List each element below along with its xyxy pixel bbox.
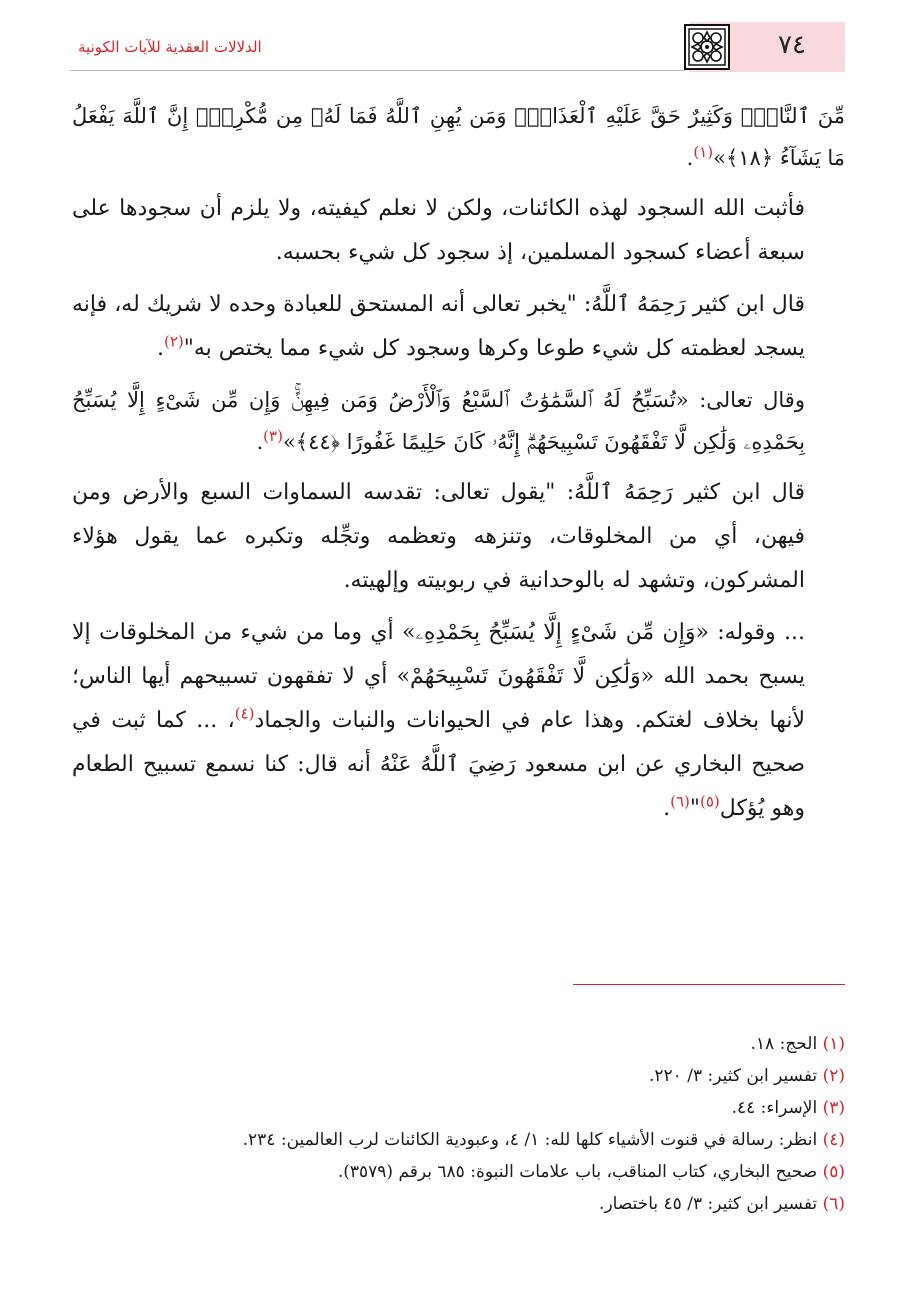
period: . [256,430,264,454]
ibn-kathir-quote: قال ابن كثير رَحِمَهُ ٱللَّهُ: "يخبر تعالى أنه المستحق للعبادة وحده لا شريك له، فإنه يسجد لعظمته كل شيء طوعا وكرها وسجود كل شيء مما يختص به" [72,292,805,361]
paragraph: قال ابن كثير رَحِمَهُ ٱللَّهُ: "يقول تعالى: تقدسه السماوات السبع والأرض ومن فيهن، أي من المخلوقات، وتنزهه وتعظمه وتجِّله وتكبره عما يقول هؤلاء المشركون، وتشهد له بالوحدانية في ربوبيته وإلهيته. [72,480,805,593]
ornament-icon [684,24,730,70]
paragraph: فأثبت الله السجود لهذه الكائنات، ولكن لا نعلم كيفيته، ولا يلزم أن سجودها على سبعة أعضاء كسجود المسلمين، إذ سجود كل شيء بحسبه. [72,196,805,265]
verse-text: مِّنَ ٱلنَّاسِۖ وَكَثِيرٌ حَقَّ عَلَيْهِ ٱلْعَذَابُۗ وَمَن يُهِنِ ٱللَّهُ فَمَا لَهُۥ مِن مُّكْرِمٍۚ إِنَّ ٱللَّهَ يَفْعَلُ مَا يَشَآءُ ﴿١٨﴾» [72,104,845,170]
header-rule [70,70,685,71]
commentary-text: ... وقوله: «وَإِن مِّن شَىْءٍ إِلَّا يُسَبِّحُ بِحَمْدِهِۦ» أي وما من شيء من المخلوقات إلا يسبح بحمد الله «وَلَٰكِن لَّا تَفْقَهُونَ تَسْبِيحَهُمْ» أي لا تفقهون تسبيحهم أيها الناس؛ لأنها بخلاف لغتكم. وهذا عام في الحيوانات والنبات والجماد [72,620,805,733]
period: . [663,796,671,821]
footnote-item [75,1188,845,1220]
footnote-ref: (٦) [670,792,690,811]
paragraph [72,283,845,371]
quote-mark: " [689,796,700,821]
quran-verse-continuation [72,95,845,179]
footnote-ref: (١) [693,143,714,161]
footnote-item [75,1092,845,1124]
footnote-text: الإسراء: ٤٤. [731,1098,818,1118]
footnote-item [75,1156,845,1188]
footnote-number: (٤) [822,1130,845,1150]
paragraph [72,379,845,463]
page-header [70,22,845,72]
footnote-text: تفسير ابن كثير: ٣/ ٤٥ باختصار. [599,1194,818,1214]
footnote-number: (٦) [822,1194,845,1214]
footnote-number: (١) [822,1034,845,1054]
commentary-text: ، ... كما ثبت في صحيح البخاري عن ابن مسعود رَضِيَ ٱللَّهُ عَنْهُ أنه قال: كنا نسمع تسبيح الطعام وهو يُؤكل [72,708,805,821]
period: . [686,146,694,170]
footnote-ref: (٢) [163,332,184,351]
footnote-item [75,1028,845,1060]
footnote-ref: (٥) [700,792,720,811]
page-body [72,95,845,839]
footnote-ref: (٤) [234,704,255,723]
footnote-text: صحيح البخاري، كتاب المناقب، باب علامات النبوة: ٦٨٥ برقم (٣٥٧٩). [337,1162,818,1182]
footnotes [75,1028,845,1220]
footnote-number: (٣) [822,1098,845,1118]
running-title: الدلالات العقدية للآيات الكونية [78,38,262,56]
verse-text: وقال تعالى: «تُسَبِّحُ لَهُ ٱلسَّمَٰوَٰتُ ٱلسَّبْعُ وَٱلْأَرْضُ وَمَن فِيهِنَّۚ وَإِن مِّن شَىْءٍ إِلَّا يُسَبِّحُ بِحَمْدِهِۦ وَلَٰكِن لَّا تَفْقَهُونَ تَسْبِيحَهُمْۗ إِنَّهُۥ كَانَ حَلِيمًا غَفُورًا ﴿٤٤﴾» [72,388,805,454]
period: . [156,336,164,361]
footnote-number: (٢) [822,1066,845,1086]
footnote-number: (٥) [822,1162,845,1182]
page-number: ٧٤ [778,30,806,60]
footnote-text: الحج: ١٨. [750,1034,818,1054]
footnote-text: تفسير ابن كثير: ٣/ ٢٢٠. [649,1066,818,1086]
footnote-text: انظر: رسالة في قنوت الأشياء كلها لله: ١/ ٤، وعبودية الكائنات لرب العالمين: ٢٣٤. [242,1130,818,1150]
footnote-ref: (٣) [263,427,283,445]
footnote-item [75,1124,845,1156]
paragraph [72,611,845,831]
footnote-item [75,1060,845,1092]
footnote-separator [573,984,845,985]
